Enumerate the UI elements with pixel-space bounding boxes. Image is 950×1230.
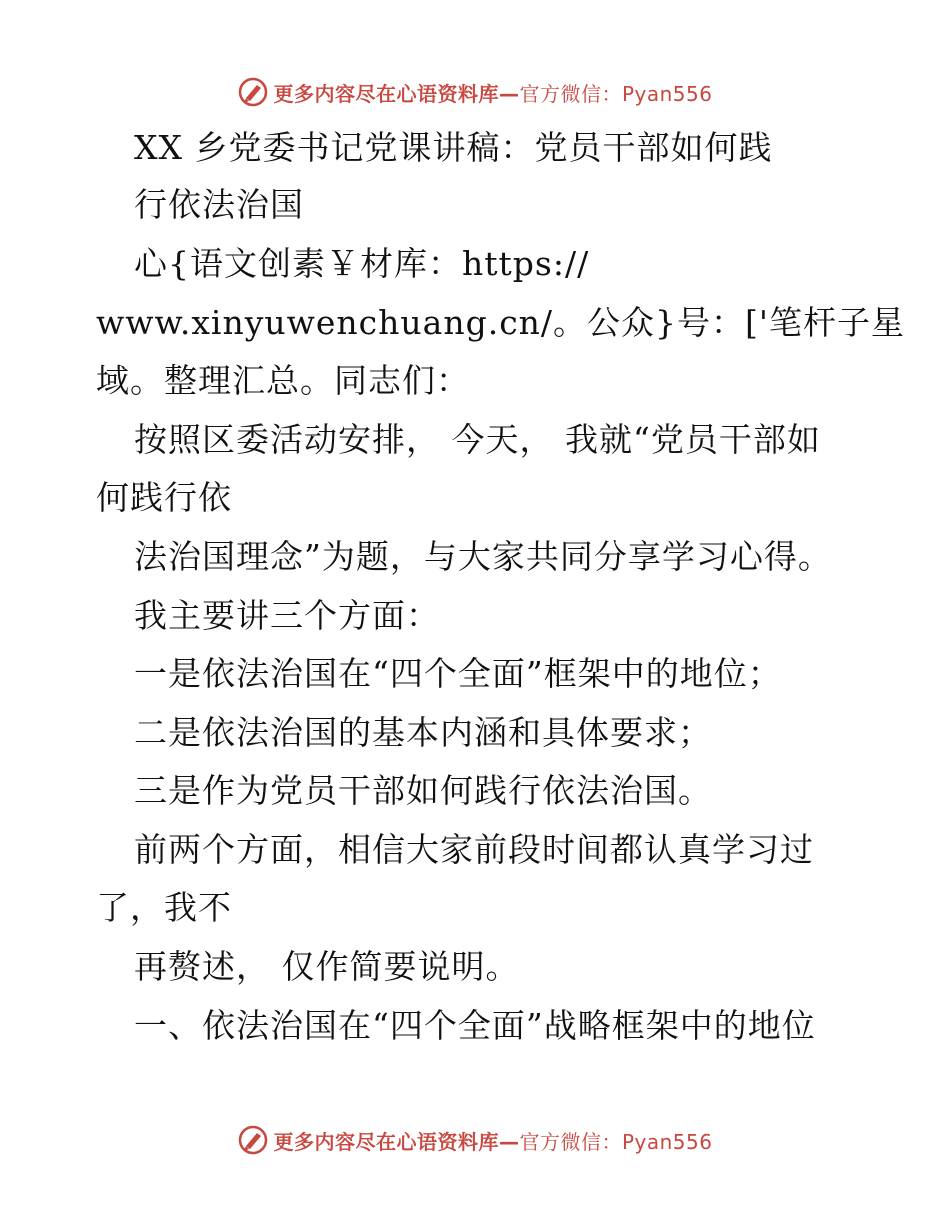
footer-banner — [0, 1120, 950, 1160]
text-line: 二是依法治国的基本内涵和具体要求； — [134, 713, 712, 752]
header-banner — [0, 72, 950, 112]
footer-banner-wechat: 官方微信：Pyan556 — [519, 1129, 713, 1154]
text-line: 一是依法治国在“四个全面”框架中的地位； — [134, 654, 782, 693]
text-line: 我主要讲三个方面： — [134, 596, 440, 635]
text-line: www.xinyuwenchuang.cn/。公众}号：['笔杆子星 — [96, 303, 905, 342]
text-line: 再赘述， 仅作简要说明。 — [134, 947, 520, 986]
header-banner-text — [273, 78, 712, 107]
footer-banner-text — [273, 1126, 712, 1155]
text-line: 心{语文创素￥材库：https:// — [134, 244, 590, 283]
text-line: 按照区委活动安排， 今天， 我就“党员干部如 — [134, 420, 821, 459]
text-line: 法治国理念”为题，与大家共同分享学习心得。 — [134, 537, 832, 576]
header-banner-title: 更多内容尽在心语资料库— — [273, 81, 520, 106]
text-line: 三是作为党员干部如何践行依法治国。 — [134, 771, 712, 810]
text-line: 了，我不 — [96, 888, 232, 927]
document-title-line-2: 行依法治国 — [134, 185, 304, 224]
text-line: 域。整理汇总。同志们： — [96, 361, 470, 400]
pen-logo-icon — [237, 1124, 269, 1156]
text-line: 前两个方面，相信大家前段时间都认真学习过 — [134, 830, 814, 869]
section-heading: 一、依法治国在“四个全面”战略框架中的地位 — [134, 1006, 816, 1045]
pen-logo-icon — [237, 76, 269, 108]
header-banner-wechat: 官方微信：Pyan556 — [519, 81, 713, 106]
text-line: 何践行依 — [96, 478, 232, 517]
document-title-line-1: XX 乡党委书记党课讲稿：党员干部如何践 — [134, 128, 773, 167]
footer-banner-title: 更多内容尽在心语资料库— — [273, 1129, 520, 1154]
